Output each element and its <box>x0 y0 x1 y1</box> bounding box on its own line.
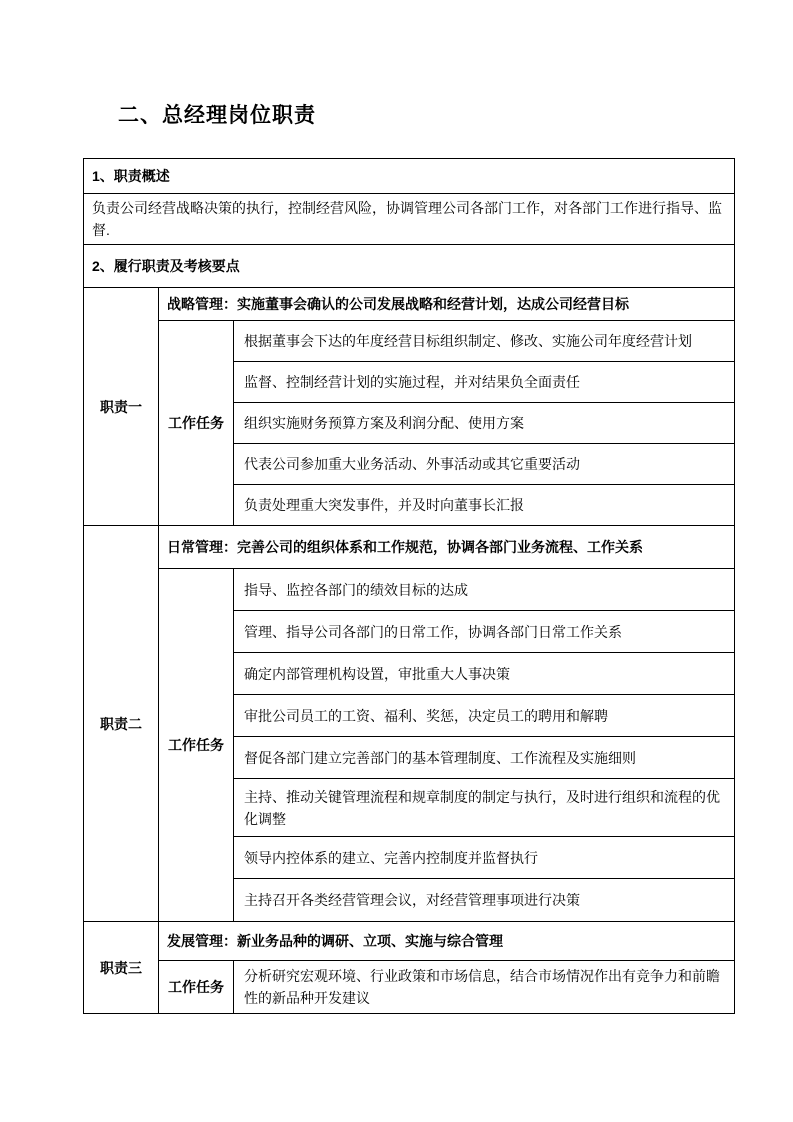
task-item: 监督、控制经营计划的实施过程，并对结果负全面责任 <box>234 362 735 403</box>
task-item: 指导、监控各部门的绩效目标的达成 <box>234 569 735 611</box>
section-1-category: 战略管理：实施董事会确认的公司发展战略和经营计划，达成公司经营目标 <box>159 288 735 321</box>
task-item: 组织实施财务预算方案及利润分配、使用方案 <box>234 403 735 444</box>
task-item: 管理、指导公司各部门的日常工作，协调各部门日常工作关系 <box>234 611 735 653</box>
task-item: 代表公司参加重大业务活动、外事活动或其它重要活动 <box>234 444 735 485</box>
table-row <box>84 159 735 194</box>
duties-header: 2、履行职责及考核要点 <box>84 245 735 288</box>
page-title: 二、总经理岗位职责 <box>118 103 316 127</box>
table-row <box>84 321 735 362</box>
task-item: 根据董事会下达的年度经营目标组织制定、修改、实施公司年度经营计划 <box>234 321 735 362</box>
task-item: 主持、推动关键管理流程和规章制度的制定与执行，及时进行组织和流程的优化调整 <box>234 779 735 837</box>
section-1-task-label: 工作任务 <box>159 321 234 526</box>
overview-header: 1、职责概述 <box>84 159 735 194</box>
task-item: 分析研究宏观环境、行业政策和市场信息，结合市场情况作出有竞争力和前瞻性的新品种开发建议 <box>234 961 735 1014</box>
table-row <box>84 288 735 321</box>
task-item: 领导内控体系的建立、完善内控制度并监督执行 <box>234 837 735 879</box>
overview-text: 负责公司经营战略决策的执行，控制经营风险，协调管理公司各部门工作，对各部门工作进行指导、监督. <box>84 194 735 245</box>
section-3-task-label: 工作任务 <box>159 961 234 1014</box>
section-1-label: 职责一 <box>84 288 159 526</box>
table-row <box>84 194 735 245</box>
task-item: 审批公司员工的工资、福利、奖惩，决定员工的聘用和解聘 <box>234 695 735 737</box>
section-3-label: 职责三 <box>84 922 159 1014</box>
task-item: 督促各部门建立完善部门的基本管理制度、工作流程及实施细则 <box>234 737 735 779</box>
task-item: 确定内部管理机构设置，审批重大人事决策 <box>234 653 735 695</box>
table-row <box>84 961 735 1014</box>
table-row <box>84 526 735 569</box>
section-2-category: 日常管理：完善公司的组织体系和工作规范，协调各部门业务流程、工作关系 <box>159 526 735 569</box>
task-item: 负责处理重大突发事件，并及时向董事长汇报 <box>234 485 735 526</box>
section-2-label: 职责二 <box>84 526 159 922</box>
table-row <box>84 569 735 611</box>
responsibility-table <box>83 158 735 1014</box>
section-2-task-label: 工作任务 <box>159 569 234 922</box>
table-row <box>84 922 735 961</box>
section-3-category: 发展管理：新业务品种的调研、立项、实施与综合管理 <box>159 922 735 961</box>
task-item: 主持召开各类经营管理会议，对经营管理事项进行决策 <box>234 879 735 922</box>
table-row <box>84 245 735 288</box>
